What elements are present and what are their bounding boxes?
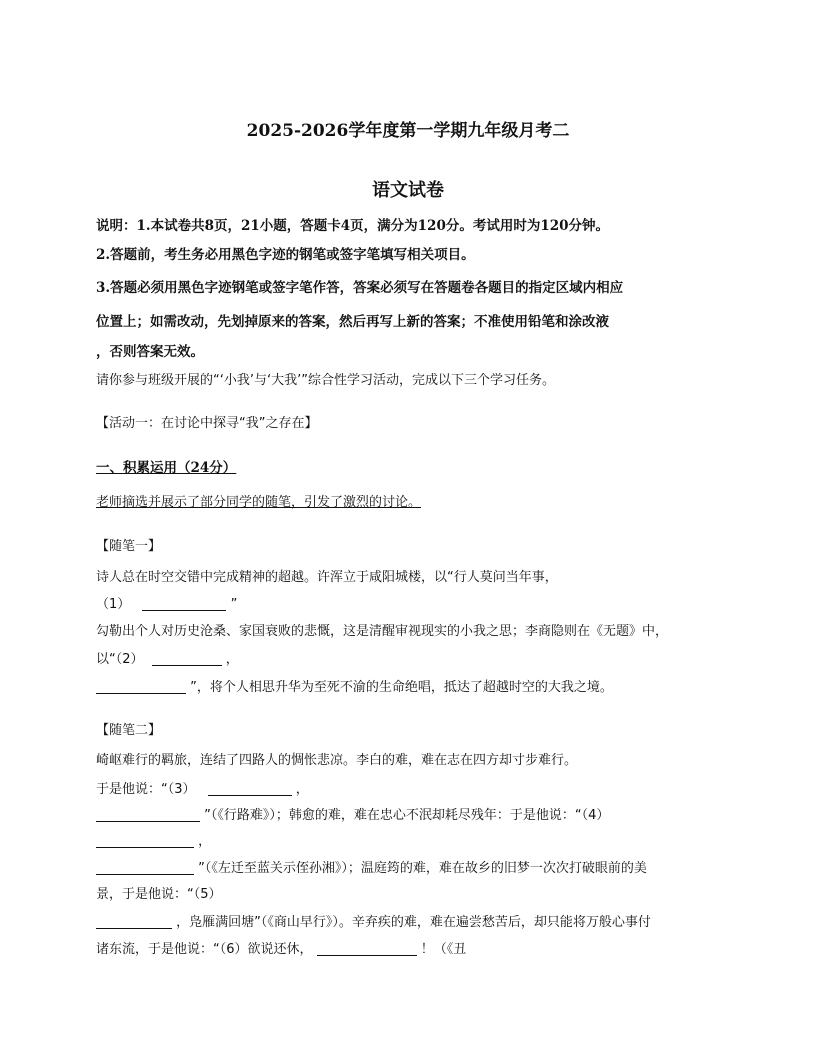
essay-2-line-6: 景，于是他说：“（5）: [96, 887, 222, 902]
essay-1-line-4: 以“（2） ，: [96, 652, 239, 667]
instruction-line-2: 2.答题前，考生务必用黑色字迹的钢笔或签字笔填写相关项目。: [96, 247, 475, 263]
instruction-line-3: 3.答题必须用黑色字迹钢笔或签字笔作答，答案必须写在答题卷各题目的指定区域内相应: [96, 280, 624, 296]
essay-2-line-1: 崎岖难行的羁旅，连结了四路人的惆怅悲凉。李白的难，难在志在四方却寸步难行。: [96, 753, 578, 768]
answer-blank-1[interactable]: [142, 596, 226, 611]
exam-title: 2025-2026学年度第一学期九年级月考二: [246, 121, 570, 141]
section-heading: 一、积累运用（24分）: [96, 460, 237, 476]
question-3-label: 于是他说：“（3）: [96, 782, 196, 797]
question-2-label: 以“（2）: [96, 652, 144, 667]
essay-1-line-5: ”，将个人相思升华为至死不渝的生命绝唱，抵达了超越时空的大我之境。: [96, 679, 613, 697]
essay-2-line-3: ”（《行路难》）；韩愈的难，难在忠心不泯却耗尽残年：于是他说：“（4）: [96, 807, 609, 825]
essay-2-line-2: 于是他说：“（3） ，: [96, 782, 309, 797]
answer-blank-2a[interactable]: [152, 651, 222, 666]
answer-blank-4a[interactable]: [96, 833, 194, 848]
instruction-line-4: 位置上；如需改动，先划掉原来的答案，然后再写上新的答案；不准使用铅笔和涂改液: [96, 314, 609, 330]
answer-blank-3a[interactable]: [208, 781, 292, 796]
essay-1-heading: 【随笔一】: [96, 539, 162, 554]
essay-2-line-7: ，凫雁满回塘”（《商山早行》）。辛弃疾的难，难在遍尝愁苦后，却只能将万般心事付: [96, 914, 651, 932]
teacher-note: 老师摘选并展示了部分同学的随笔，引发了激烈的讨论。: [96, 495, 422, 510]
essay-1-line-2: （1） ”: [96, 597, 238, 612]
question-1-label: （1）: [96, 597, 131, 612]
essay-1-line-1: 诗人总在时空交错中完成精神的超越。许浑立于咸阳城楼，以“行人莫问当年事，: [96, 570, 558, 585]
answer-blank-2b[interactable]: [96, 679, 186, 694]
essay-2-heading: 【随笔二】: [96, 723, 162, 738]
question-6-label: 诸东流，于是他说：“（6）欲说还休，: [96, 942, 313, 957]
essay-2-line-4: ，: [96, 833, 211, 851]
instruction-line-1: 说明：1.本试卷共8页，21小题，答题卡4页，满分为120分。考试用时为120分钟。: [96, 218, 610, 234]
essay-2-line-8: 诸东流，于是他说：“（6）欲说还休， ！（《丑: [96, 942, 467, 957]
answer-blank-4b[interactable]: [96, 860, 194, 875]
instruction-line-5: ，否则答案无效。: [96, 344, 204, 360]
intro-text: 请你参与班级开展的“‘小我’与‘大我’”综合性学习活动，完成以下三个学习任务。: [96, 373, 555, 388]
answer-blank-3b[interactable]: [96, 807, 200, 822]
answer-blank-6[interactable]: [317, 941, 417, 956]
essay-2-line-5: ”（《左迁至蓝关示侄孙湘》）；温庭筠的难，难在故乡的旧梦一次次打破眼前的美: [96, 860, 647, 878]
activity-heading: 【活动一：在讨论中探寻“我”之存在】: [96, 416, 318, 431]
answer-blank-5[interactable]: [96, 914, 172, 929]
exam-subtitle: 语文试卷: [372, 180, 444, 201]
essay-1-line-3: 勾勒出个人对历史沧桑、家国衰败的悲慨，这是清醒审视现实的小我之思；李商隐则在《无题》中，: [96, 624, 669, 639]
